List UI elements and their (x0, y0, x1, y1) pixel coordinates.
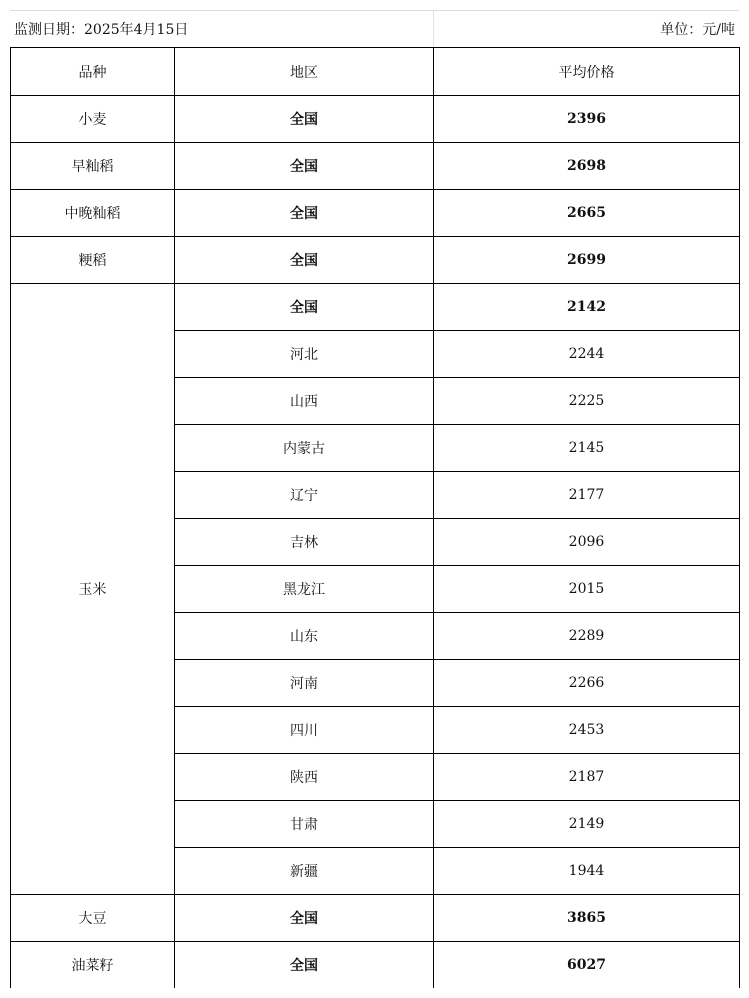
region-cell: 辽宁 (175, 472, 434, 519)
table-row (11, 942, 740, 989)
price-cell: 2177 (434, 472, 740, 519)
region-cell: 山西 (175, 378, 434, 425)
variety-cell: 小麦 (11, 96, 175, 143)
sheet-header (10, 10, 739, 48)
price-cell: 3865 (434, 895, 740, 942)
price-cell: 2225 (434, 378, 740, 425)
variety-cell: 大豆 (11, 895, 175, 942)
price-cell: 2244 (434, 331, 740, 378)
variety-cell: 粳稻 (11, 237, 175, 284)
table-row (11, 143, 740, 190)
region-cell: 陕西 (175, 754, 434, 801)
table-row (11, 284, 740, 331)
variety-cell: 玉米 (11, 284, 175, 895)
region-cell: 全国 (175, 143, 434, 190)
region-cell: 四川 (175, 707, 434, 754)
variety-cell: 油菜籽 (11, 942, 175, 989)
price-cell: 1944 (434, 848, 740, 895)
region-cell: 河北 (175, 331, 434, 378)
table-row (11, 237, 740, 284)
region-cell: 黑龙江 (175, 566, 434, 613)
region-cell: 山东 (175, 613, 434, 660)
price-cell: 2187 (434, 754, 740, 801)
price-table (10, 47, 740, 988)
header-divider (433, 11, 434, 48)
variety-cell: 中晚籼稻 (11, 190, 175, 237)
price-cell: 2149 (434, 801, 740, 848)
region-cell: 河南 (175, 660, 434, 707)
price-cell: 2665 (434, 190, 740, 237)
table-row (11, 895, 740, 942)
region-cell: 吉林 (175, 519, 434, 566)
unit-label: 单位：元/吨 (660, 22, 735, 38)
price-cell: 2142 (434, 284, 740, 331)
variety-cell: 早籼稻 (11, 143, 175, 190)
region-cell: 全国 (175, 96, 434, 143)
column-header-variety: 品种 (11, 48, 175, 96)
price-cell: 2698 (434, 143, 740, 190)
price-cell: 2096 (434, 519, 740, 566)
table-row (11, 190, 740, 237)
price-cell: 2015 (434, 566, 740, 613)
region-cell: 全国 (175, 237, 434, 284)
price-cell: 2453 (434, 707, 740, 754)
region-cell: 新疆 (175, 848, 434, 895)
monitor-date: 监测日期：2025年4月15日 (14, 22, 189, 38)
price-cell: 2396 (434, 96, 740, 143)
price-cell: 2289 (434, 613, 740, 660)
price-cell: 2699 (434, 237, 740, 284)
region-cell: 全国 (175, 895, 434, 942)
table-header-row (11, 48, 740, 96)
region-cell: 内蒙古 (175, 425, 434, 472)
region-cell: 甘肃 (175, 801, 434, 848)
region-cell: 全国 (175, 942, 434, 989)
column-header-region: 地区 (175, 48, 434, 96)
price-cell: 2266 (434, 660, 740, 707)
region-cell: 全国 (175, 190, 434, 237)
column-header-price: 平均价格 (434, 48, 740, 96)
table-row (11, 96, 740, 143)
price-cell: 6027 (434, 942, 740, 989)
price-cell: 2145 (434, 425, 740, 472)
region-cell: 全国 (175, 284, 434, 331)
